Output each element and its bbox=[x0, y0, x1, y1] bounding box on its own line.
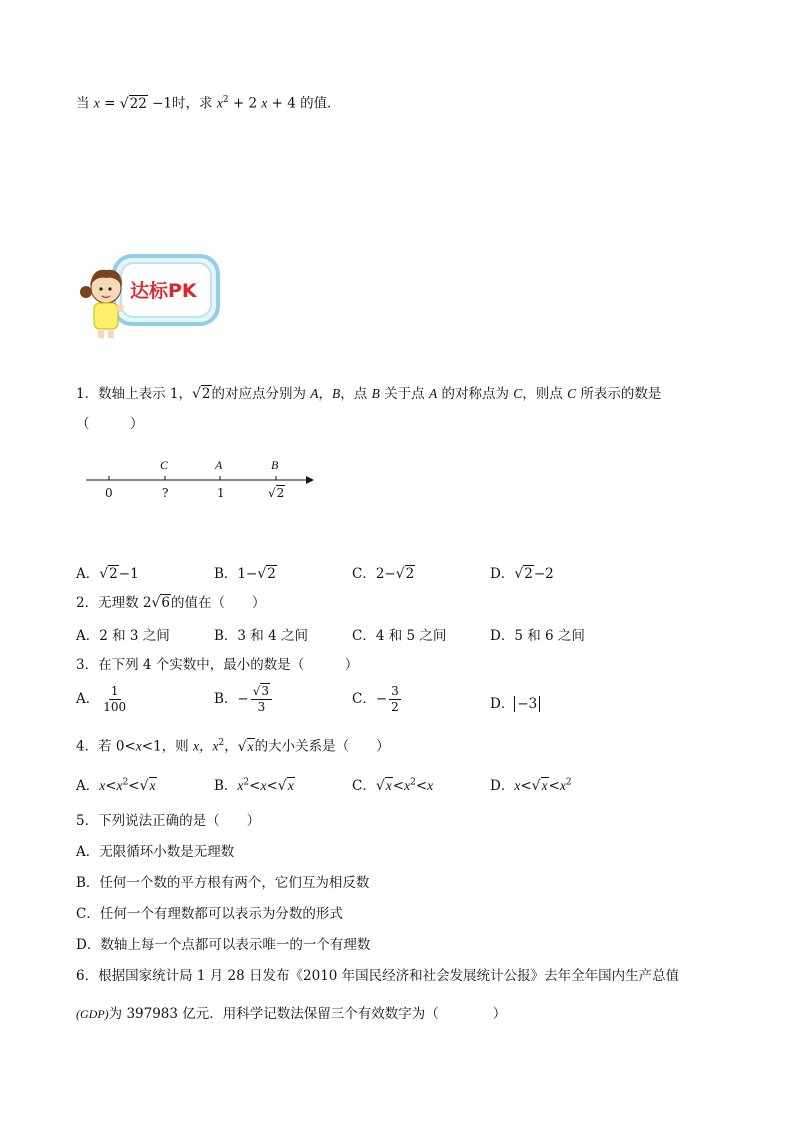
q2-stem: 2．无理数 2√6的值在（ ） bbox=[76, 595, 266, 611]
label-C: C bbox=[160, 458, 169, 472]
frac-sqrt3-3: $\frac{√3}{3}$ bbox=[251, 684, 272, 715]
sqrt-2: √2 bbox=[191, 386, 211, 402]
q3-option-a[interactable]: A． $\frac{1}{100}$ bbox=[76, 684, 127, 714]
intro-problem: 当 x = √22 −1时，求 $x^2 + 2$ x + 4 的值． bbox=[76, 95, 341, 112]
q1-option-a[interactable]: A．√2−1 bbox=[76, 566, 139, 582]
badge-text: 达标PK bbox=[130, 280, 197, 302]
q2-option-b[interactable]: B．3 和 4 之间 bbox=[214, 628, 308, 644]
label-A: A bbox=[215, 458, 223, 472]
q1-option-d[interactable]: D．√2−2 bbox=[490, 566, 554, 582]
q5-option-b[interactable]: B．任何一个数的平方根有两个，它们互为相反数 bbox=[76, 875, 370, 891]
q5-stem: 5．下列说法正确的是（ ） bbox=[76, 813, 261, 829]
q3-option-c[interactable]: C．− $\frac{3}{2}$ bbox=[352, 684, 399, 714]
frac-1-100: $\frac{1}{100}$ bbox=[103, 684, 127, 714]
frac-3-2: $\frac{3}{2}$ bbox=[391, 684, 399, 714]
q2-option-a[interactable]: A．2 和 3 之间 bbox=[76, 628, 170, 644]
q1-paren: （ ） bbox=[76, 416, 144, 432]
q1-stem: 1．数轴上表示 1，√2的对应点分别为 A，B，点 B 关于点 A 的对称点为 C，则点 C 所表示的数是 bbox=[76, 386, 662, 402]
q2-option-d[interactable]: D．5 和 6 之间 bbox=[490, 628, 585, 644]
label-question: ? bbox=[162, 486, 169, 500]
q1-number-line bbox=[84, 456, 324, 510]
q6-stem-line1: 6．根据国家统计局 1 月 28 日发布《2010 年国民经济和社会发展统计公报》去年全年国内生产总值 bbox=[76, 968, 680, 984]
q2-option-c[interactable]: C．4 和 5 之间 bbox=[352, 628, 447, 644]
q4-stem: 4．若 0<x<1，则 x，$x^2$，√x的大小关系是（ ） bbox=[76, 738, 390, 755]
label-0: 0 bbox=[105, 486, 113, 500]
q4-option-c[interactable]: C．$√x<x^2<x$ bbox=[352, 777, 434, 794]
q6-stem-line2: (GDP)为 397983 亿元．用科学记数法保留三个有效数字为（ ） bbox=[76, 1006, 507, 1022]
q4-option-a[interactable]: A．$x<x^2<√x$ bbox=[76, 777, 156, 794]
q4-option-b[interactable]: B．$x^2<x<√x$ bbox=[214, 777, 294, 794]
number-line-axis bbox=[84, 456, 324, 510]
q3-option-b[interactable]: B．− $\frac{√3}{3}$ bbox=[214, 684, 274, 715]
q5-option-a[interactable]: A．无限循环小数是无理数 bbox=[76, 844, 235, 860]
q5-option-c[interactable]: C．任何一个有理数都可以表示为分数的形式 bbox=[76, 906, 343, 922]
q3-option-d[interactable]: D． −3 bbox=[490, 692, 540, 712]
label-sqrt2: √2 bbox=[268, 486, 285, 500]
badge-dabiao-pk bbox=[76, 246, 226, 342]
sqrt-22: √22 bbox=[119, 95, 147, 112]
label-B: B bbox=[271, 458, 279, 472]
label-1: 1 bbox=[217, 486, 225, 500]
q1-option-c[interactable]: C．2−√2 bbox=[352, 566, 415, 582]
q1-option-b[interactable]: B．1−√2 bbox=[214, 566, 276, 582]
q3-stem: 3．在下列 4 个实数中，最小的数是（ ） bbox=[76, 657, 359, 673]
q5-option-d[interactable]: D．数轴上每一个点都可以表示唯一的一个有理数 bbox=[76, 937, 371, 953]
q4-option-d[interactable]: D．$x<√x<x^2$ bbox=[490, 777, 572, 794]
